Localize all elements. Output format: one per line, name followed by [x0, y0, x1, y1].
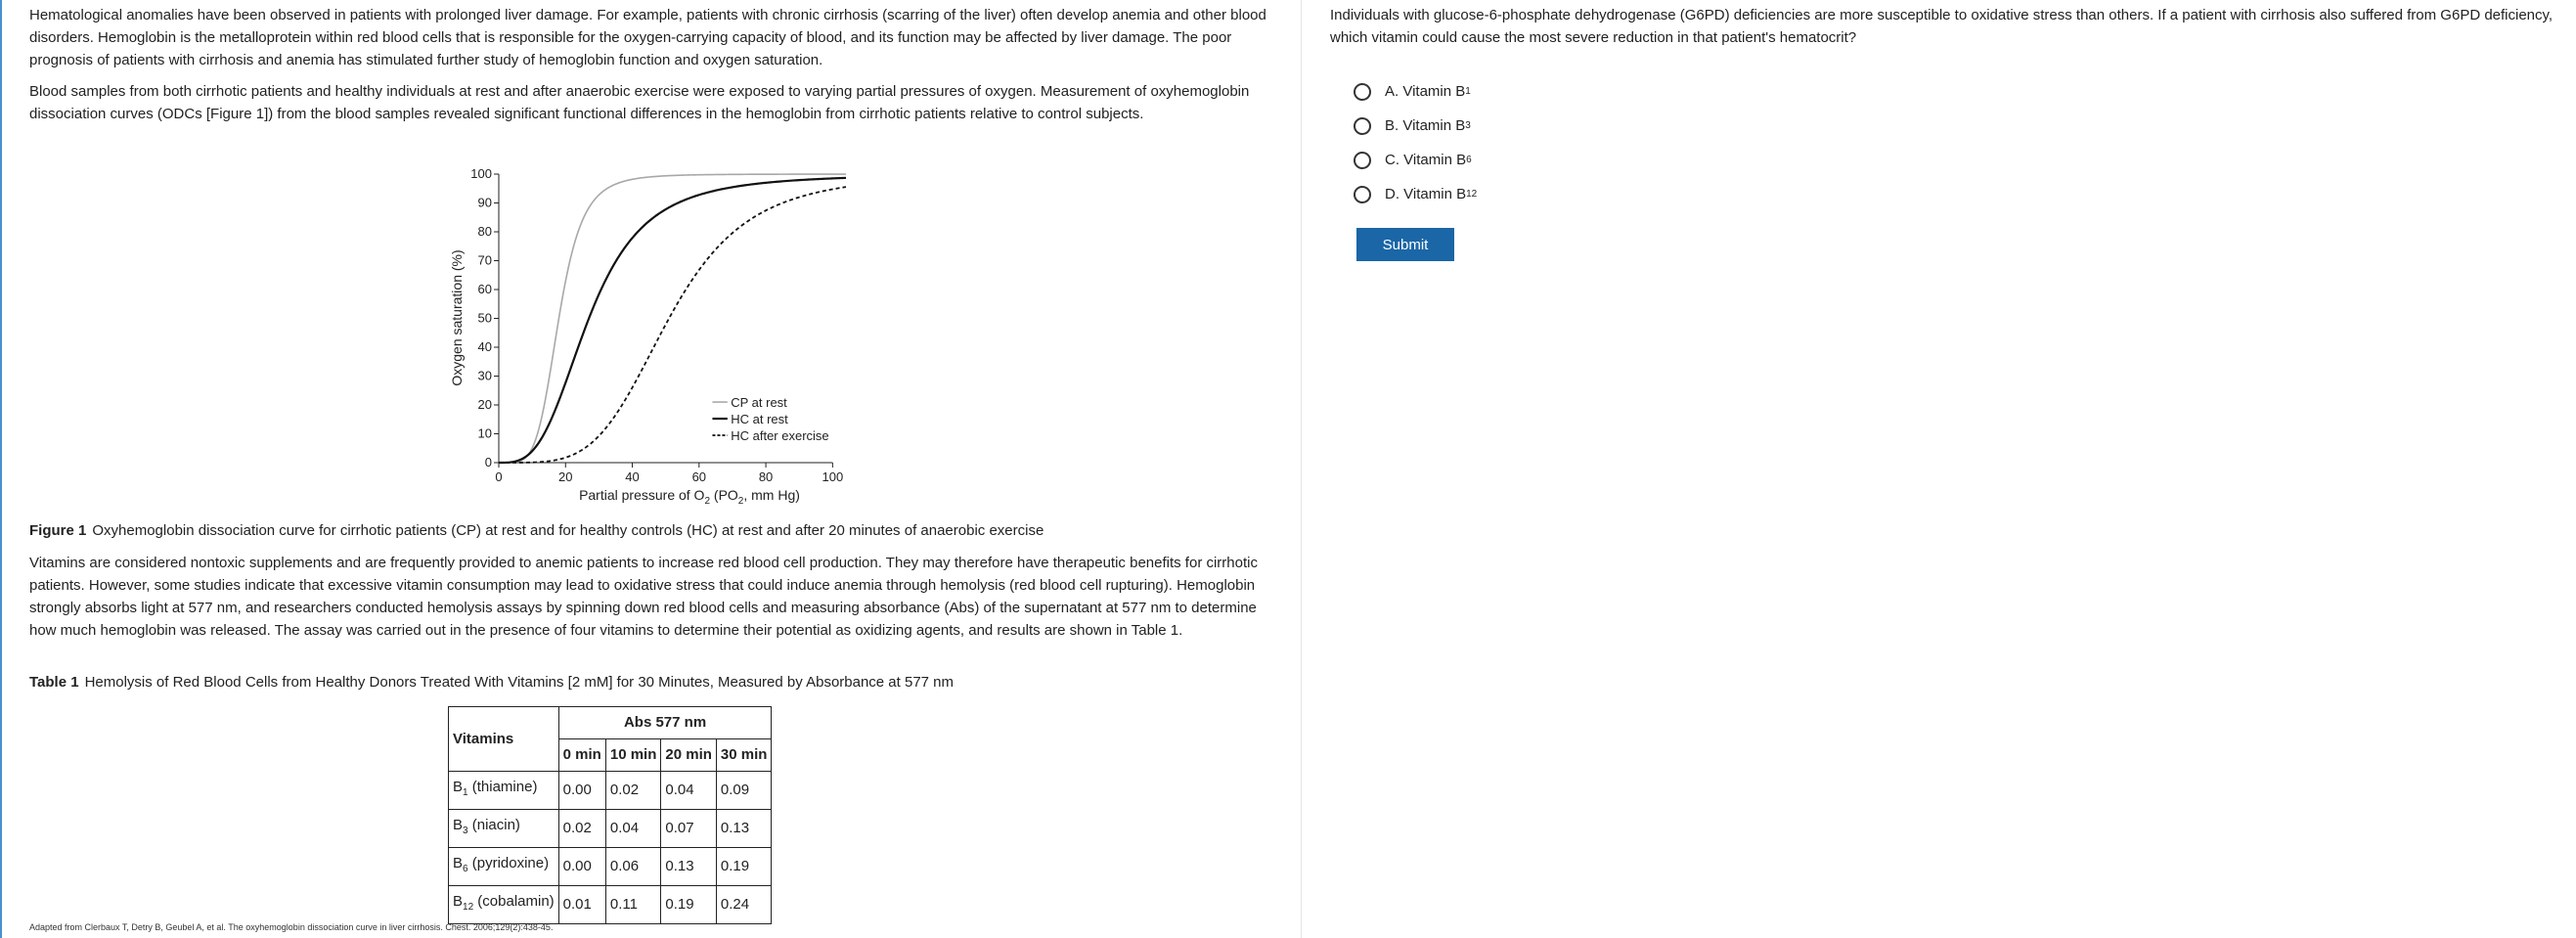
table-cell: 0.02: [558, 810, 605, 848]
figure-caption-text: Oxyhemoglobin dissociation curve for cirrhotic patients (CP) at rest and for healthy controls (HC) at rest and after 20 minutes of anaerobic exercise: [92, 522, 1044, 539]
y-axis-label: Oxygen saturation (%): [449, 249, 465, 386]
choice-letter: B.: [1385, 117, 1399, 134]
choice-text: Vitamin B: [1403, 152, 1467, 168]
table-row: [449, 886, 772, 924]
table-cell: 0.06: [605, 848, 661, 886]
odc-chart: [416, 155, 905, 512]
table-cell: 0.01: [558, 886, 605, 924]
table-cell: 0.00: [558, 848, 605, 886]
y-tick-label: 0: [484, 455, 492, 469]
chart-legend: [712, 395, 828, 443]
x-axis-label-paren: (PO: [710, 487, 738, 503]
table-cell: 0.19: [661, 886, 717, 924]
y-tick-label: 60: [477, 282, 492, 296]
submit-button[interactable]: Submit: [1356, 228, 1454, 261]
hemolysis-table: [448, 706, 772, 924]
table-cell: 0.02: [605, 772, 661, 810]
choice-c[interactable]: [1354, 143, 1477, 177]
y-tick-label: 70: [477, 252, 492, 268]
choice-d[interactable]: [1354, 177, 1477, 211]
legend-label: HC at rest: [731, 412, 788, 427]
choice-a[interactable]: [1354, 74, 1477, 109]
answer-choices: [1354, 74, 1477, 211]
figure-label: Figure 1: [29, 522, 87, 539]
y-tick-label: 80: [477, 224, 492, 239]
passage-paragraph-3: Vitamins are considered nontoxic supplements and are frequently provided to anemic patients to increase red blood cell production. They may therefore have therapeutic benefits for cirrhotic patients. However, some studies indicate that excessive vitamin consumption may lead to oxidative stress that could induce anemia through hemolysis (red blood cell rupturing). Hemoglobin strongly absorbs light at 577 nm, and researchers conducted hemolysis assays by spinning down red blood cells and measuring absorbance (Abs) of the supernatant at 577 nm to determine how much hemoglobin was released. The assay was carried out in the presence of four vitamins to determine their potential as oxidizing agents, and results are shown in Table 1.: [29, 555, 1258, 639]
panel-divider: [1301, 0, 1302, 938]
choice-text: Vitamin B: [1402, 117, 1466, 134]
x-axis-label-sub-1: 2: [704, 496, 711, 507]
y-tick-label: 50: [477, 310, 492, 326]
x-axis-label-main: Partial pressure of O: [579, 487, 705, 503]
table-header-time: 20 min: [661, 739, 717, 772]
table-label: Table 1: [29, 674, 79, 691]
table-caption-text: Hemolysis of Red Blood Cells from Healthy Donors Treated With Vitamins [2 mM] for 30 Minutes, Measured by Absorbance at 577 nm: [84, 674, 955, 691]
x-tick-label: 60: [691, 469, 707, 484]
table-cell-vitamin: $B_3$ (niacin): [449, 810, 559, 848]
choice-b[interactable]: [1354, 109, 1477, 143]
x-axis-label: [579, 487, 800, 507]
y-tick-label: 100: [470, 166, 492, 181]
choice-subscript: 1: [1465, 86, 1471, 97]
choice-text: Vitamin B: [1402, 83, 1466, 100]
x-tick-label: 20: [558, 469, 573, 484]
x-axis-label-end: , mm Hg): [743, 487, 800, 503]
x-tick-label: 100: [822, 469, 844, 484]
table-cell-vitamin: $B_6$ (pyridoxine): [449, 848, 559, 886]
y-tick-label: 30: [477, 368, 492, 383]
table-cell-vitamin: $B_{12}$ (cobalamin): [449, 886, 559, 924]
table-cell: 0.09: [716, 772, 772, 810]
odc-figure: [416, 155, 905, 512]
table-header-vitamins: Vitamins: [449, 707, 559, 772]
series-line-2: [499, 178, 846, 463]
radio-button[interactable]: [1354, 117, 1371, 135]
radio-button[interactable]: [1354, 152, 1371, 169]
figure-caption: [29, 519, 1281, 542]
window-left-edge: [0, 0, 2, 938]
legend-label: HC after exercise: [731, 428, 829, 444]
choice-letter: C.: [1385, 152, 1399, 168]
y-tick-label: 10: [477, 425, 492, 441]
question-stem: Individuals with glucose-6-phosphate dehydrogenase (G6PD) deficiencies are more susceptible to oxidative stress than others. If a patient with cirrhosis also suffered from G6PD deficiency, which vitamin could cause the most severe reduction in that patient's hematocrit?: [1330, 7, 2554, 46]
y-tick-label: 20: [477, 397, 492, 412]
y-tick-label: 90: [477, 195, 492, 210]
chart-series: [499, 174, 846, 463]
table-cell: 0.13: [661, 848, 717, 886]
table-cell: 0.04: [605, 810, 661, 848]
choice-text: Vitamin B: [1403, 186, 1467, 202]
table-cell: 0.19: [716, 848, 772, 886]
table-header-time: 0 min: [558, 739, 605, 772]
table-header-time: 30 min: [716, 739, 772, 772]
choice-subscript: 6: [1466, 155, 1472, 165]
table-cell: 0.24: [716, 886, 772, 924]
passage-paragraph-1: Hematological anomalies have been observed in patients with prolonged liver damage. For example, patients with chronic cirrhosis (scarring of the liver) often develop anemia and other blood disorders. Hemoglobin is the metalloprotein within red blood cells that is responsible for the oxygen-carrying capacity of blood, and its function may be affected by liver damage. The poor prognosis of patients with cirrhosis and anemia has stimulated further study of hemoglobin function and oxygen saturation.: [29, 7, 1266, 68]
table-caption: [29, 671, 1281, 693]
x-axis-label-sub-2: 2: [737, 496, 744, 507]
table-cell-vitamin: $B_1$ (thiamine): [449, 772, 559, 810]
radio-button[interactable]: [1354, 83, 1371, 101]
x-tick-label: 80: [758, 469, 774, 484]
y-tick-label: 40: [477, 339, 492, 354]
table-row: [449, 772, 772, 810]
table-row: [449, 810, 772, 848]
table-cell: 0.13: [716, 810, 772, 848]
radio-button[interactable]: [1354, 186, 1371, 203]
table-cell: 0.07: [661, 810, 717, 848]
citation: Adapted from Clerbaux T, Detry B, Geubel A, et al. The oxyhemoglobin dissociation curve in liver cirrhosis. Chest. 2006;129(2):438-45.: [29, 922, 554, 932]
table-cell: 0.11: [605, 886, 661, 924]
table-row: [449, 848, 772, 886]
table-header-time: 10 min: [605, 739, 661, 772]
choice-subscript: 12: [1466, 189, 1478, 200]
passage-paragraph-2: Blood samples from both cirrhotic patients and healthy individuals at rest and after anaerobic exercise were exposed to varying partial pressures of oxygen. Measurement of oxyhemoglobin dissociation curves (ODCs [Figure 1]) from the blood samples revealed significant functional differences in the hemoglobin from cirrhotic patients relative to control subjects.: [29, 83, 1250, 122]
table-cell: 0.04: [661, 772, 717, 810]
choice-subscript: 3: [1465, 120, 1471, 131]
table-cell: 0.00: [558, 772, 605, 810]
x-tick-label: 0: [495, 469, 503, 484]
choice-letter: A.: [1385, 83, 1399, 100]
table-header-abs: Abs 577 nm: [558, 707, 772, 739]
choice-letter: D.: [1385, 186, 1399, 202]
x-tick-label: 40: [625, 469, 640, 484]
legend-label: CP at rest: [731, 395, 787, 411]
